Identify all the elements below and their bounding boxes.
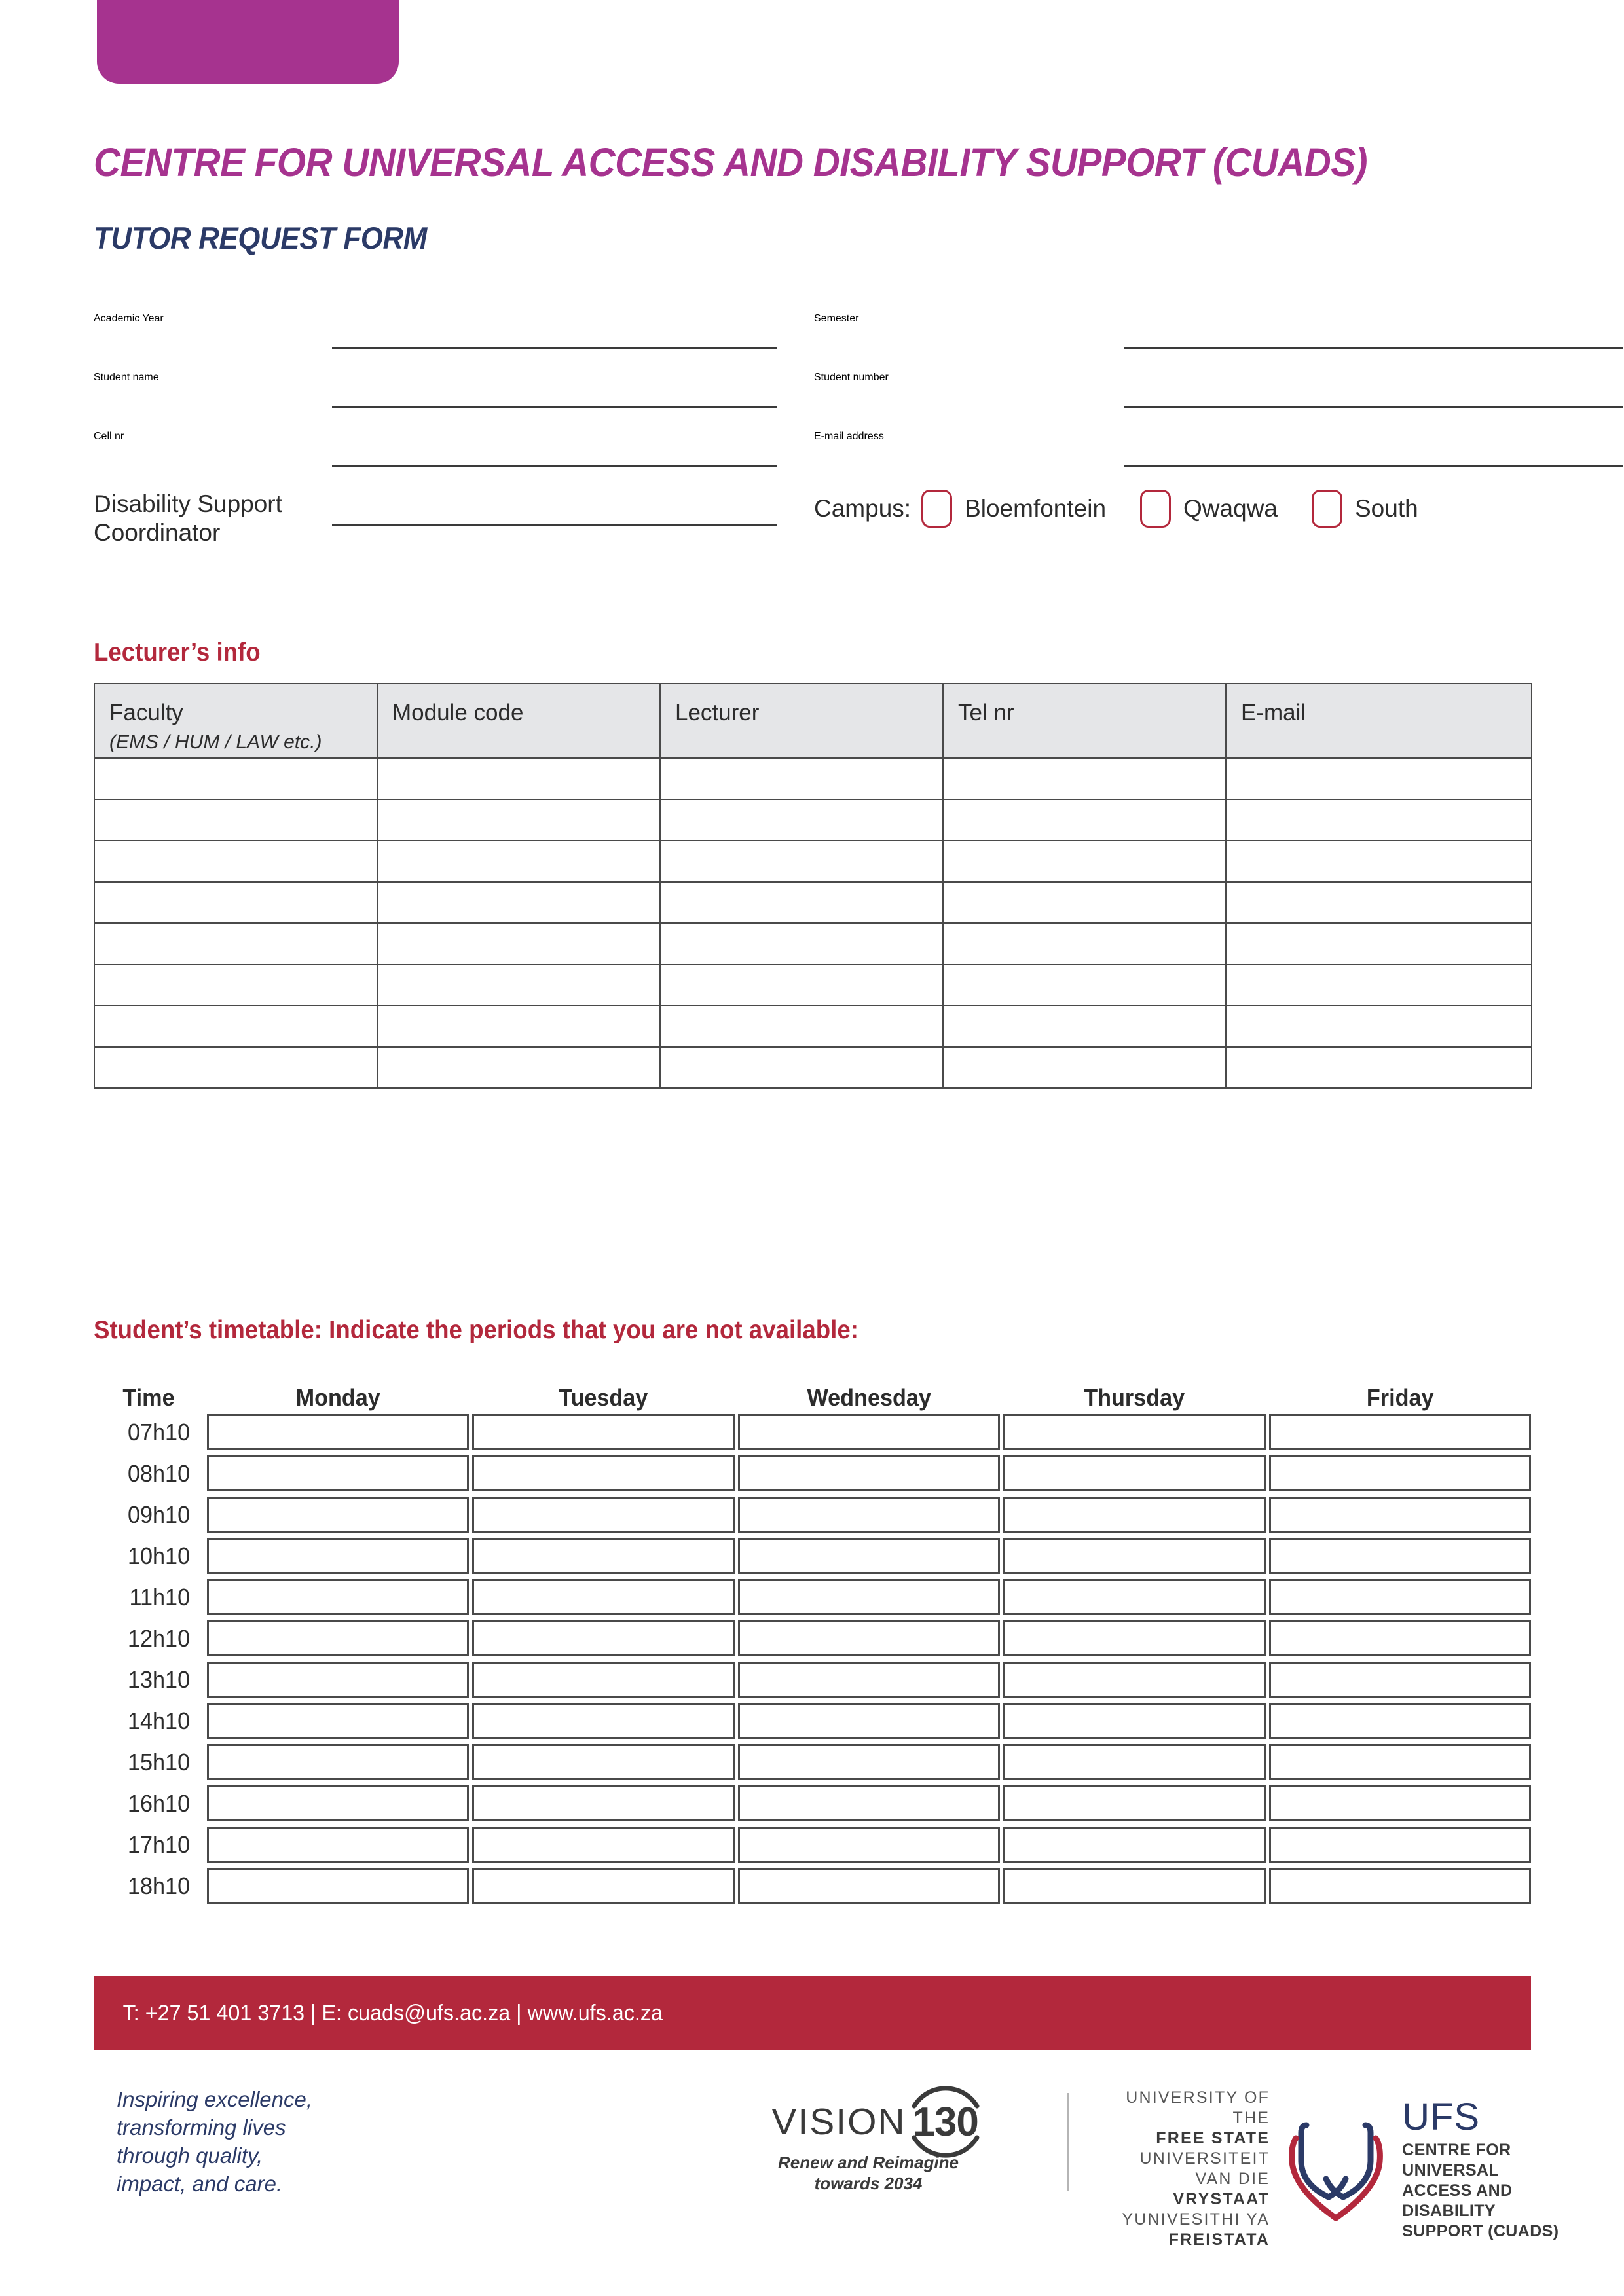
vision-130-logo xyxy=(748,2096,1010,2194)
ufs-unit-line-2: ACCESS AND DISABILITY xyxy=(1402,2181,1513,2220)
campus-checkbox-bloemfontein[interactable] xyxy=(921,490,952,528)
ufs-name-line-5: YUNIVESITHI YA xyxy=(1122,2210,1270,2229)
table-row xyxy=(94,964,1532,1006)
student-number-input[interactable] xyxy=(1124,406,1623,408)
timetable-cell-thursday-10h10[interactable] xyxy=(1003,1538,1265,1574)
timetable-time-label-16h10: 16h10 xyxy=(127,1789,191,1817)
timetable-cell-friday-16h10[interactable] xyxy=(1269,1785,1531,1821)
timetable-cell-wednesday-15h10[interactable] xyxy=(738,1744,1000,1780)
timetable-cell-friday-18h10[interactable] xyxy=(1269,1868,1531,1904)
timetable-cell-tuesday-11h10[interactable] xyxy=(472,1579,734,1615)
lecturer-cell-r2-c3[interactable] xyxy=(660,799,943,841)
contact-details: T: +27 51 401 3713 | E: cuads@ufs.ac.za | www.ufs.ac.za xyxy=(122,2000,663,2026)
vision-word: VISION xyxy=(771,2101,906,2143)
timetable-cell-monday-07h10[interactable] xyxy=(207,1414,469,1450)
coordinator-input[interactable] xyxy=(332,524,777,526)
timetable-body xyxy=(94,1412,1531,1906)
student-number-label: Student number xyxy=(814,372,889,383)
timetable-cell-tuesday-17h10[interactable] xyxy=(472,1827,734,1863)
timetable-cell-friday-12h10[interactable] xyxy=(1269,1620,1531,1656)
lecturer-cell-r3-c4[interactable] xyxy=(943,841,1226,882)
lecturer-cell-r5-c2[interactable] xyxy=(377,923,660,964)
page-title: CENTRE FOR UNIVERSAL ACCESS AND DISABILITY SUPPORT (CUADS) xyxy=(94,140,1368,185)
timetable-cell-tuesday-18h10[interactable] xyxy=(472,1868,734,1904)
ufs-trilingual-name xyxy=(1105,2088,1287,2250)
lecturer-cell-r6-c3[interactable] xyxy=(660,964,943,1006)
lecturer-cell-r4-c3[interactable] xyxy=(660,882,943,923)
campus-option-qwaqwa[interactable]: Qwaqwa xyxy=(1183,495,1278,522)
timetable-day-header-friday: Friday xyxy=(1366,1384,1434,1411)
timetable-time-header: Time xyxy=(122,1384,175,1411)
lecturer-cell-r5-c5[interactable] xyxy=(1226,923,1532,964)
timetable-cell-tuesday-07h10[interactable] xyxy=(472,1414,734,1450)
timetable-cell-friday-10h10[interactable] xyxy=(1269,1538,1531,1574)
student-name-label: Student name xyxy=(94,372,159,383)
lecturer-cell-r3-c1[interactable] xyxy=(94,841,377,882)
purple-tab-decoration xyxy=(97,0,399,84)
ufs-name-line-2: FREE STATE xyxy=(1156,2129,1270,2147)
lecturer-cell-r2-c1[interactable] xyxy=(94,799,377,841)
lecturer-cell-r8-c5[interactable] xyxy=(1226,1047,1532,1088)
coordinator-label-line1: Disability Support xyxy=(94,490,282,517)
timetable-time-label-12h10: 12h10 xyxy=(127,1624,191,1652)
field-row-student-name xyxy=(94,372,1624,431)
lecturer-cell-r7-c4[interactable] xyxy=(943,1006,1226,1047)
timetable-cell-thursday-16h10[interactable] xyxy=(1003,1785,1265,1821)
table-row xyxy=(94,923,1532,964)
timetable-cell-friday-11h10[interactable] xyxy=(1269,1579,1531,1615)
ufs-logo xyxy=(1105,2088,1567,2250)
timetable-cell-tuesday-12h10[interactable] xyxy=(472,1620,734,1656)
semester-label: Semester xyxy=(814,313,859,324)
email-address-input[interactable] xyxy=(1124,465,1623,467)
timetable-time-label-10h10: 10h10 xyxy=(127,1542,191,1569)
lecturer-cell-r8-c2[interactable] xyxy=(377,1047,660,1088)
lecturer-cell-r7-c2[interactable] xyxy=(377,1006,660,1047)
lecturer-col-module-code-label: Module code xyxy=(392,700,524,725)
lecturer-col-email-label: E-mail xyxy=(1241,700,1306,725)
lecturer-cell-r3-c5[interactable] xyxy=(1226,841,1532,882)
timetable-cell-tuesday-13h10[interactable] xyxy=(472,1662,734,1698)
timetable-cell-friday-17h10[interactable] xyxy=(1269,1827,1531,1863)
lecturer-col-lecturer xyxy=(660,683,943,758)
timetable-row xyxy=(94,1576,1531,1618)
timetable-cell-monday-13h10[interactable] xyxy=(207,1662,469,1698)
timetable-cell-thursday-12h10[interactable] xyxy=(1003,1620,1265,1656)
lecturer-cell-r8-c1[interactable] xyxy=(94,1047,377,1088)
lecturer-table-header-row xyxy=(94,683,1532,758)
lecturer-cell-r8-c4[interactable] xyxy=(943,1047,1226,1088)
tagline-line-3: through quality, xyxy=(117,2143,263,2168)
timetable-row xyxy=(94,1494,1531,1535)
tagline-line-1: Inspiring excellence, xyxy=(117,2087,312,2111)
ufs-acronym: UFS xyxy=(1402,2095,1481,2138)
timetable-cell-wednesday-14h10[interactable] xyxy=(738,1703,1000,1739)
email-address-label: E-mail address xyxy=(814,431,884,442)
campus-selector xyxy=(814,490,1418,528)
timetable-row xyxy=(94,1741,1531,1783)
footer-logo-strip xyxy=(94,2079,1567,2249)
timetable-time-label-09h10: 09h10 xyxy=(127,1501,191,1528)
timetable-cell-wednesday-09h10[interactable] xyxy=(738,1497,1000,1533)
table-row xyxy=(94,1006,1532,1047)
ufs-name-line-1: UNIVERSITY OF THE xyxy=(1126,2088,1270,2127)
lecturer-cell-r1-c3[interactable] xyxy=(660,758,943,799)
timetable-cell-tuesday-14h10[interactable] xyxy=(472,1703,734,1739)
field-row-cell-nr xyxy=(94,431,1624,490)
contact-bar xyxy=(94,1976,1531,2050)
lecturer-cell-r5-c3[interactable] xyxy=(660,923,943,964)
timetable-header-row xyxy=(94,1374,1531,1412)
table-row xyxy=(94,758,1532,799)
timetable-row xyxy=(94,1453,1531,1494)
lecturer-cell-r5-c1[interactable] xyxy=(94,923,377,964)
timetable-cell-thursday-08h10[interactable] xyxy=(1003,1455,1265,1491)
timetable-cell-thursday-18h10[interactable] xyxy=(1003,1868,1265,1904)
page-subtitle: TUTOR REQUEST FORM xyxy=(94,221,427,255)
timetable-time-label-15h10: 15h10 xyxy=(127,1748,191,1776)
timetable-row xyxy=(94,1618,1531,1659)
lecturer-cell-r7-c5[interactable] xyxy=(1226,1006,1532,1047)
identity-fields xyxy=(94,313,1624,549)
timetable-cell-monday-12h10[interactable] xyxy=(207,1620,469,1656)
timetable-cell-monday-17h10[interactable] xyxy=(207,1827,469,1863)
semester-input[interactable] xyxy=(1124,347,1623,349)
timetable-cell-wednesday-16h10[interactable] xyxy=(738,1785,1000,1821)
timetable-cell-tuesday-10h10[interactable] xyxy=(472,1538,734,1574)
timetable-row xyxy=(94,1700,1531,1741)
timetable-cell-monday-15h10[interactable] xyxy=(207,1744,469,1780)
timetable-time-label-18h10: 18h10 xyxy=(127,1872,191,1899)
table-row xyxy=(94,799,1532,841)
campus-checkbox-qwaqwa[interactable] xyxy=(1140,490,1171,528)
timetable-cell-thursday-17h10[interactable] xyxy=(1003,1827,1265,1863)
lecturer-cell-r8-c3[interactable] xyxy=(660,1047,943,1088)
timetable-cell-wednesday-17h10[interactable] xyxy=(738,1827,1000,1863)
vision-tagline-line2: towards 2034 xyxy=(814,2174,923,2193)
campus-option-bloemfontein[interactable]: Bloemfontein xyxy=(965,495,1107,522)
timetable-cell-friday-15h10[interactable] xyxy=(1269,1744,1531,1780)
lecturer-cell-r2-c5[interactable] xyxy=(1226,799,1532,841)
timetable-row xyxy=(94,1659,1531,1700)
timetable-cell-monday-16h10[interactable] xyxy=(207,1785,469,1821)
timetable-cell-friday-09h10[interactable] xyxy=(1269,1497,1531,1533)
timetable-row xyxy=(94,1865,1531,1906)
timetable-cell-wednesday-10h10[interactable] xyxy=(738,1538,1000,1574)
timetable-row xyxy=(94,1783,1531,1824)
lecturer-cell-r5-c4[interactable] xyxy=(943,923,1226,964)
lecturer-cell-r4-c5[interactable] xyxy=(1226,882,1532,923)
lecturer-cell-r3-c2[interactable] xyxy=(377,841,660,882)
timetable-cell-wednesday-12h10[interactable] xyxy=(738,1620,1000,1656)
timetable-cell-thursday-09h10[interactable] xyxy=(1003,1497,1265,1533)
timetable-cell-friday-07h10[interactable] xyxy=(1269,1414,1531,1450)
timetable-cell-monday-10h10[interactable] xyxy=(207,1538,469,1574)
timetable-row xyxy=(94,1535,1531,1576)
lecturer-cell-r1-c4[interactable] xyxy=(943,758,1226,799)
timetable-day-header-thursday: Thursday xyxy=(1084,1384,1185,1411)
lecturer-cell-r2-c2[interactable] xyxy=(377,799,660,841)
lecturer-cell-r3-c3[interactable] xyxy=(660,841,943,882)
ufs-text-block xyxy=(1385,2097,1567,2242)
lecturer-cell-r1-c2[interactable] xyxy=(377,758,660,799)
lecturer-col-tel-nr xyxy=(943,683,1226,758)
table-row xyxy=(94,841,1532,882)
timetable-cell-tuesday-16h10[interactable] xyxy=(472,1785,734,1821)
cell-nr-input[interactable] xyxy=(332,465,777,467)
timetable-time-label-14h10: 14h10 xyxy=(127,1707,191,1734)
timetable-day-header-tuesday: Tuesday xyxy=(559,1384,648,1411)
timetable-section-heading: Student’s timetable: Indicate the periods that you are not available: xyxy=(94,1316,858,1344)
timetable-cell-monday-14h10[interactable] xyxy=(207,1703,469,1739)
campus-option-south[interactable]: South xyxy=(1354,495,1418,522)
timetable-cell-wednesday-18h10[interactable] xyxy=(738,1868,1000,1904)
timetable-cell-monday-08h10[interactable] xyxy=(207,1455,469,1491)
lecturer-cell-r4-c1[interactable] xyxy=(94,882,377,923)
timetable-day-header-wednesday: Wednesday xyxy=(807,1384,931,1411)
timetable-time-label-11h10: 11h10 xyxy=(129,1583,191,1611)
lecturer-cell-r2-c4[interactable] xyxy=(943,799,1226,841)
lecturer-cell-r4-c4[interactable] xyxy=(943,882,1226,923)
lecturer-table-body xyxy=(94,758,1532,1088)
coordinator-label xyxy=(94,490,329,547)
timetable-cell-tuesday-08h10[interactable] xyxy=(472,1455,734,1491)
ufs-unit-line-1: CENTRE FOR UNIVERSAL xyxy=(1402,2140,1511,2179)
timetable-cell-thursday-07h10[interactable] xyxy=(1003,1414,1265,1450)
timetable-cell-monday-18h10[interactable] xyxy=(207,1868,469,1904)
timetable-cell-friday-08h10[interactable] xyxy=(1269,1455,1531,1491)
cell-nr-label: Cell nr xyxy=(94,431,124,442)
lecturer-cell-r4-c2[interactable] xyxy=(377,882,660,923)
lecturer-section-heading: Lecturer’s info xyxy=(94,638,261,666)
tagline-line-2: transforming lives xyxy=(117,2115,286,2140)
lecturer-cell-r7-c1[interactable] xyxy=(94,1006,377,1047)
timetable-cell-friday-14h10[interactable] xyxy=(1269,1703,1531,1739)
lecturer-cell-r6-c2[interactable] xyxy=(377,964,660,1006)
timetable-cell-monday-11h10[interactable] xyxy=(207,1579,469,1615)
timetable-cell-tuesday-09h10[interactable] xyxy=(472,1497,734,1533)
timetable-cell-wednesday-13h10[interactable] xyxy=(738,1662,1000,1698)
tagline-line-4: impact, and care. xyxy=(117,2172,283,2196)
timetable-cell-wednesday-07h10[interactable] xyxy=(738,1414,1000,1450)
ufs-name-line-4: VRYSTAAT xyxy=(1173,2190,1270,2208)
campus-checkbox-south[interactable] xyxy=(1312,490,1342,528)
lecturer-col-faculty-hint: (EMS / HUM / LAW etc.) xyxy=(109,731,322,753)
timetable-cell-friday-13h10[interactable] xyxy=(1269,1662,1531,1698)
lecturer-cell-r6-c5[interactable] xyxy=(1226,964,1532,1006)
lecturer-cell-r7-c3[interactable] xyxy=(660,1006,943,1047)
lecturer-info-table xyxy=(94,683,1532,1089)
timetable-cell-thursday-14h10[interactable] xyxy=(1003,1703,1265,1739)
timetable-row xyxy=(94,1824,1531,1865)
timetable-cell-monday-09h10[interactable] xyxy=(207,1497,469,1533)
timetable-time-label-13h10: 13h10 xyxy=(127,1666,191,1693)
timetable-time-label-17h10: 17h10 xyxy=(127,1831,191,1858)
lecturer-col-faculty-label: Faculty xyxy=(109,700,183,725)
timetable-cell-wednesday-11h10[interactable] xyxy=(738,1579,1000,1615)
student-name-input[interactable] xyxy=(332,406,777,408)
timetable-time-label-08h10: 08h10 xyxy=(127,1459,191,1487)
timetable-cell-thursday-15h10[interactable] xyxy=(1003,1744,1265,1780)
academic-year-input[interactable] xyxy=(332,347,777,349)
field-row-academic-year xyxy=(94,313,1624,372)
ufs-shield-icon xyxy=(1287,2113,1385,2225)
coordinator-label-line2: Coordinator xyxy=(94,519,221,546)
lecturer-cell-r6-c4[interactable] xyxy=(943,964,1226,1006)
vision-tagline-line1: Renew and Reimagine xyxy=(778,2153,959,2172)
ufs-unit-name xyxy=(1402,2140,1567,2242)
footer-divider xyxy=(1067,2093,1069,2191)
ufs-unit-line-3: SUPPORT (CUADS) xyxy=(1402,2221,1559,2240)
lecturer-col-faculty xyxy=(94,683,377,758)
academic-year-label: Academic Year xyxy=(94,313,164,324)
lecturer-col-module-code xyxy=(377,683,660,758)
lecturer-col-tel-nr-label: Tel nr xyxy=(958,700,1014,725)
table-row xyxy=(94,1047,1532,1088)
lecturer-cell-r6-c1[interactable] xyxy=(94,964,377,1006)
ufs-name-line-6: FREISTATA xyxy=(1168,2231,1270,2249)
lecturer-col-lecturer-label: Lecturer xyxy=(675,700,760,725)
timetable-cell-thursday-13h10[interactable] xyxy=(1003,1662,1265,1698)
lecturer-col-email xyxy=(1226,683,1532,758)
lecturer-cell-r1-c1[interactable] xyxy=(94,758,377,799)
institutional-tagline xyxy=(117,2085,312,2198)
table-row xyxy=(94,882,1532,923)
campus-label: Campus: xyxy=(814,495,912,522)
timetable-cell-tuesday-15h10[interactable] xyxy=(472,1744,734,1780)
timetable-day-header-monday: Monday xyxy=(295,1384,380,1411)
vision-number: 130 xyxy=(912,2099,978,2145)
timetable-cell-wednesday-08h10[interactable] xyxy=(738,1455,1000,1491)
timetable-row xyxy=(94,1412,1531,1453)
lecturer-cell-r1-c5[interactable] xyxy=(1226,758,1532,799)
timetable-cell-thursday-11h10[interactable] xyxy=(1003,1579,1265,1615)
student-timetable xyxy=(94,1374,1531,1906)
timetable-time-label-07h10: 07h10 xyxy=(127,1418,191,1446)
ufs-name-line-3: UNIVERSITEIT VAN DIE xyxy=(1139,2149,1270,2188)
